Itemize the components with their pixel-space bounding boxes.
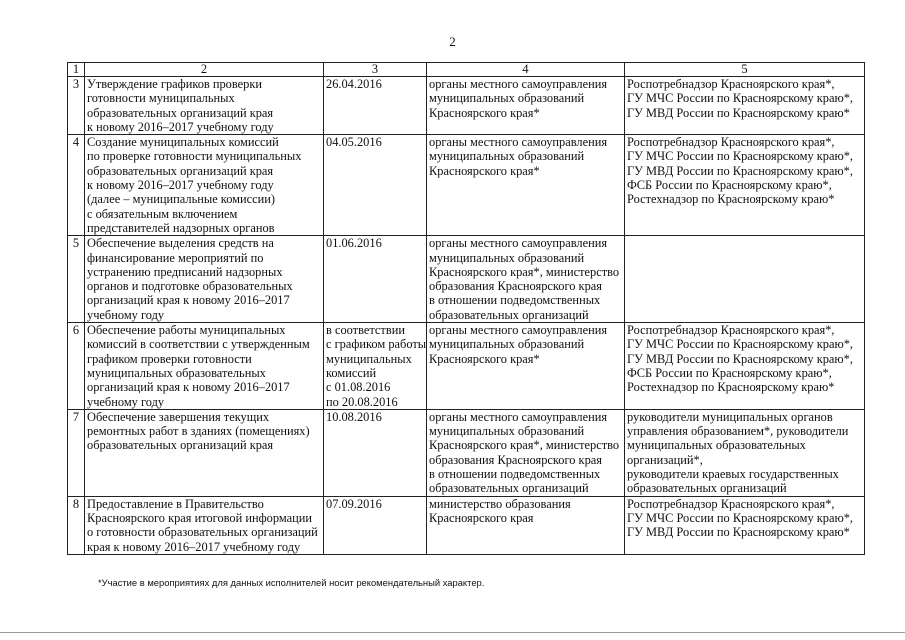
executors-cell-line: Красноярского края* (429, 105, 540, 120)
action-cell-line: образовательных организаций края (87, 438, 274, 453)
executors-cell-line: органы местного самоуправления (429, 236, 608, 251)
executors-cell (427, 409, 625, 496)
executors-cell-line: органы местного самоуправления (429, 409, 608, 424)
executors-cell-line: органы местного самоуправления (429, 135, 608, 150)
date-cell (324, 236, 427, 323)
row-number: 5 (68, 236, 85, 323)
action-cell-line: муниципальных образовательных (87, 365, 266, 380)
action-cell (85, 236, 324, 323)
executors-cell-line: муниципальных образований (429, 250, 585, 265)
executors-cell (427, 77, 625, 135)
bottom-rule (0, 632, 905, 633)
participants-cell (625, 409, 865, 496)
action-cell-line: графиком проверки готовности (87, 351, 252, 366)
table-row (68, 135, 865, 236)
participants-cell-line: ГУ МВД России по Красноярскому краю* (627, 525, 850, 540)
action-cell (85, 77, 324, 135)
executors-cell-line: Красноярского края*, министерство (429, 438, 620, 453)
row-number: 3 (68, 77, 85, 135)
executors-cell-line: Красноярского края (429, 510, 534, 525)
participants-cell-line: Ростехнадзор по Красноярскому краю* (627, 380, 835, 395)
executors-cell-line: Красноярского края*, министерство (429, 264, 620, 279)
participants-cell-line: руководители муниципальных органов (627, 409, 833, 424)
page-number: 2 (449, 34, 456, 49)
column-number: 1 (68, 63, 85, 77)
action-cell-line: комиссий в соответствии с утвержденным (87, 337, 310, 352)
executors-cell-line: муниципальных образований (429, 91, 585, 106)
executors-cell-line: муниципальных образований (429, 149, 585, 164)
action-cell-line: Обеспечение выделения средств на (87, 236, 274, 251)
executors-cell-line: Красноярского края* (429, 163, 540, 178)
participants-cell (625, 77, 865, 135)
participants-cell-line: муниципальных образовательных (627, 438, 806, 453)
participants-cell-line: образовательных организаций (627, 481, 787, 496)
date-cell (324, 135, 427, 236)
participants-cell-line: управления образованием*, руководители (627, 424, 849, 439)
action-cell-line: к новому 2016–2017 учебному году (87, 119, 274, 134)
participants-cell (625, 236, 865, 323)
participants-cell-line: ГУ МВД России по Красноярскому краю*, (627, 351, 853, 366)
action-cell-line: по проверке готовности муниципальных (87, 149, 302, 164)
date-cell-line: в соответствии (326, 323, 405, 338)
action-cell-line: финансирование мероприятий по (87, 250, 264, 265)
date-cell (324, 77, 427, 135)
participants-cell-line: Роспотребнадзор Красноярского края*, (627, 77, 835, 91)
footnote: *Участие в мероприятиях для данных исполнителей носит рекомендательный характер. (98, 577, 485, 588)
table-row (68, 236, 865, 323)
row-number: 8 (68, 496, 85, 554)
date-cell-line: с 01.08.2016 (326, 380, 391, 395)
action-cell-line: организаций края к новому 2016–2017 (87, 293, 290, 308)
executors-cell-line: органы местного самоуправления (429, 77, 608, 91)
action-cell-line: ремонтных работ в зданиях (помещениях) (87, 424, 310, 439)
participants-cell-line: ГУ МВД России по Красноярскому краю* (627, 105, 850, 120)
participants-cell-line: ГУ МЧС России по Красноярскому краю*, (627, 149, 854, 164)
column-number: 4 (427, 63, 625, 77)
action-cell-line: образовательных организаций края (87, 105, 274, 120)
action-cell-line: Красноярского края итоговой информации (87, 510, 312, 525)
executors-cell-line: муниципальных образований (429, 424, 585, 439)
date-cell (324, 496, 427, 554)
date-cell-line: 07.09.2016 (326, 496, 382, 511)
participants-cell-line: ФСБ России по Красноярскому краю*, (627, 178, 832, 193)
participants-cell-line: ГУ МЧС России по Красноярскому краю*, (627, 91, 854, 106)
action-cell-line: о готовности образовательных организаций (87, 525, 318, 540)
action-cell-line: учебному году (87, 394, 165, 409)
action-cell-line: к новому 2016–2017 учебному году (87, 178, 274, 193)
table-row (68, 496, 865, 554)
executors-cell-line: органы местного самоуправления (429, 323, 608, 338)
column-number-row (68, 63, 865, 77)
executors-cell (427, 496, 625, 554)
executors-cell-line: в отношении подведомственных (429, 293, 601, 308)
participants-cell (625, 496, 865, 554)
action-cell-line: устранению предписаний надзорных (87, 264, 283, 279)
executors-cell-line: образования Красноярского края (429, 279, 602, 294)
participants-cell (625, 135, 865, 236)
table-body (68, 77, 865, 555)
action-cell-line: Обеспечение завершения текущих (87, 409, 270, 424)
action-cell (85, 409, 324, 496)
action-cell (85, 496, 324, 554)
date-cell-line: по 20.08.2016 (326, 394, 398, 409)
column-number: 5 (625, 63, 865, 77)
action-cell-line: готовности муниципальных (87, 91, 235, 106)
executors-cell (427, 323, 625, 410)
participants-cell-line: ГУ МВД России по Красноярскому краю*, (627, 163, 853, 178)
action-cell-line: органов и подготовке образовательных (87, 279, 293, 294)
action-cell-line: учебному году (87, 307, 165, 322)
action-cell-line: представителей надзорных органов (87, 220, 275, 235)
action-cell-line: с обязательным включением (87, 206, 238, 221)
date-cell-line: муниципальных (326, 351, 412, 366)
participants-cell-line: ГУ МЧС России по Красноярскому краю*, (627, 337, 854, 352)
date-cell (324, 323, 427, 410)
executors-cell-line: министерство образования (429, 496, 571, 511)
participants-cell-line: Роспотребнадзор Красноярского края*, (627, 323, 835, 338)
action-cell (85, 323, 324, 410)
participants-cell-line: Роспотребнадзор Красноярского края*, (627, 135, 835, 150)
action-cell (85, 135, 324, 236)
row-number: 7 (68, 409, 85, 496)
participants-cell-line: Ростехнадзор по Красноярскому краю* (627, 192, 835, 207)
executors-cell-line: муниципальных образований (429, 337, 585, 352)
action-cell-line: образовательных организаций края (87, 163, 274, 178)
row-number: 4 (68, 135, 85, 236)
participants-cell-line: ГУ МЧС России по Красноярскому краю*, (627, 510, 854, 525)
executors-cell-line: образовательных организаций (429, 481, 589, 496)
action-cell-line: Создание муниципальных комиссий (87, 135, 279, 150)
executors-cell-line: Красноярского края* (429, 351, 540, 366)
executors-cell-line: образования Красноярского края (429, 452, 602, 467)
column-number: 3 (324, 63, 427, 77)
date-cell-line: 26.04.2016 (326, 77, 382, 91)
table-row (68, 323, 865, 410)
participants-cell-line: Роспотребнадзор Красноярского края*, (627, 496, 835, 511)
participants-cell-line: руководители краевых государственных (627, 467, 839, 482)
executors-cell-line: образовательных организаций (429, 307, 589, 322)
action-cell-line: Предоставление в Правительство (87, 496, 264, 511)
participants-cell-line: организаций*, (627, 452, 703, 467)
participants-cell (625, 323, 865, 410)
date-cell-line: 01.06.2016 (326, 236, 382, 251)
executors-cell (427, 135, 625, 236)
date-cell-line: 10.08.2016 (326, 409, 382, 424)
participants-cell-line: ФСБ России по Красноярскому краю*, (627, 365, 832, 380)
events-table (67, 62, 865, 555)
date-cell-line: с графиком работы (326, 337, 427, 352)
date-cell (324, 409, 427, 496)
executors-cell (427, 236, 625, 323)
action-cell-line: Обеспечение работы муниципальных (87, 323, 286, 338)
action-cell-line: края к новому 2016–2017 учебному году (87, 539, 301, 554)
action-cell-line: (далее – муниципальные комиссии) (87, 192, 276, 207)
column-number: 2 (85, 63, 324, 77)
action-cell-line: организаций края к новому 2016–2017 (87, 380, 290, 395)
action-cell-line: Утверждение графиков проверки (87, 77, 262, 91)
table-row (68, 77, 865, 135)
executors-cell-line: в отношении подведомственных (429, 467, 601, 482)
row-number: 6 (68, 323, 85, 410)
date-cell-line: комиссий (326, 365, 377, 380)
date-cell-line: 04.05.2016 (326, 135, 382, 150)
table-row (68, 409, 865, 496)
